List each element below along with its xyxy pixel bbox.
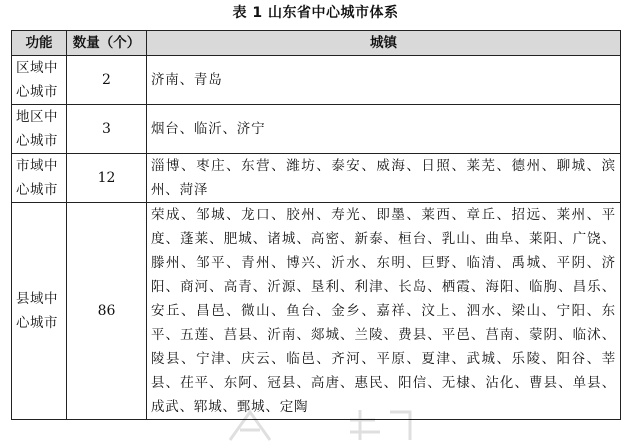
header-cities: 城镇: [147, 31, 621, 56]
count-cell: 12: [67, 154, 147, 203]
cities-cell: 济南、青岛: [147, 56, 621, 105]
table-row: [12, 105, 621, 154]
table-caption: 表 1 山东省中心城市体系: [232, 5, 399, 21]
count-cell: 3: [67, 105, 147, 154]
city-system-table: [11, 30, 621, 420]
header-function: 功能: [12, 31, 67, 56]
function-cell: 县域中心城市: [12, 203, 67, 420]
header-count: 数量（个）: [67, 31, 147, 56]
count-cell: 2: [67, 56, 147, 105]
function-cell: 市域中心城市: [12, 154, 67, 203]
table-row: [12, 154, 621, 203]
count-cell: 86: [67, 203, 147, 420]
function-cell: 区域中心城市: [12, 56, 67, 105]
table-row: [12, 203, 621, 420]
function-cell: 地区中心城市: [12, 105, 67, 154]
table-row: [12, 56, 621, 105]
table-header-row: [12, 31, 621, 56]
cities-cell: 淄博、枣庄、东营、潍坊、泰安、威海、日照、莱芜、德州、聊城、滨州、菏泽: [147, 154, 621, 203]
cities-cell: 荣成、邹城、龙口、胶州、寿光、即墨、莱西、章丘、招远、莱州、平度、蓬莱、肥城、诸城、高密、新泰、桓台、乳山、曲阜、莱阳、广饶、滕州、邹平、青州、博兴、沂水、东明、巨野、临清、禹城、平阴、济阳、商河、高青、沂源、垦利、利津、长岛、栖霞、海阳、临朐、昌乐、安丘、昌邑、微山、鱼台、金乡、嘉祥、汶上、泗水、梁山、宁阳、东平、五莲、莒县、沂南、郯城、兰陵、费县、平邑、莒南、蒙阴、临沭、陵县、宁津、庆云、临邑、齐河、平原、夏津、武城、乐陵、阳谷、莘县、茌平、东阿、冠县、高唐、惠民、阳信、无棣、沾化、曹县、单县、成武、郓城、鄄城、定陶: [147, 203, 621, 420]
cities-cell: 烟台、临沂、济宁: [147, 105, 621, 154]
